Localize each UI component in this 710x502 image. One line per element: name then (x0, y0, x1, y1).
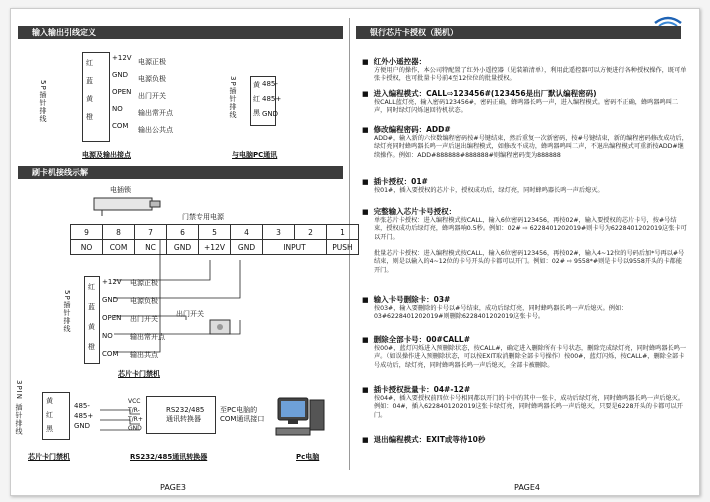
section-title-io-definition: 输入输出引线定义 (18, 26, 343, 39)
pin-description: 电源正极 (138, 58, 166, 66)
instruction-section (362, 124, 688, 160)
section-body: 方便用户的操作，本公司特配置了红外小遥控器（见装箱清单），利用此遥控器可以方便进行各种授权操作，既可单张卡授权，也可批量卡号前4至12位位的批量授权。 (374, 67, 687, 83)
pin-name: GND (112, 71, 129, 79)
terminal-number: 6 (167, 225, 199, 240)
wiring-lines (100, 240, 340, 370)
converter-pin: T/R+ (128, 416, 143, 423)
instruction-section (362, 88, 688, 116)
pin-name: NO (112, 105, 123, 113)
terminal-number: 9 (71, 225, 103, 240)
pin-name: GND (262, 110, 279, 118)
section-heading: ■ 红外小遥控器： (362, 56, 688, 67)
electric-lock-icon (92, 194, 162, 216)
instruction-section (362, 384, 688, 420)
instruction-section (362, 206, 688, 275)
wire-color-label: 红 (88, 283, 95, 291)
section-heading: ■ 删除全部卡号：00#CALL# (362, 334, 688, 345)
pin-name: OPEN (102, 314, 122, 322)
terminal-number: 1 (327, 225, 359, 240)
pin-name: COM (112, 122, 129, 130)
exit-switch-icon (208, 318, 232, 336)
exit-switch-label: 出门开关 (176, 310, 204, 318)
terminal-name: GND (231, 240, 263, 255)
wire-color-label: 黄 (86, 95, 93, 103)
terminal-number: 7 (135, 225, 167, 240)
wire-color-label: 黑 (253, 109, 260, 117)
wire-color-label: 黄 (88, 323, 95, 331)
section-heading: ■ 完整输入芯片卡号授权： (362, 206, 688, 217)
terminal-name: +12V (199, 240, 231, 255)
converter-caption: RS232/485通讯转换器 (130, 453, 208, 461)
lock-label: 电插锁 (110, 186, 131, 194)
pin-name: COM (102, 350, 119, 358)
pin-name: +12V (102, 278, 122, 286)
pin-name: NO (102, 332, 113, 340)
terminal-number: 5 (199, 225, 231, 240)
section-heading: ■ 输入卡号删除卡：03# (362, 294, 688, 305)
wire-color-label: 橙 (86, 113, 93, 121)
converter-pin: GND (128, 425, 142, 432)
chip-reader-label: 芯片卡门禁机 (118, 370, 160, 378)
instruction-section (362, 56, 688, 84)
converter-inner-label: RS232/485 通讯转换器 (166, 406, 205, 423)
terminal-name: COM (103, 240, 135, 255)
psu-label: 门禁专用电源 (182, 213, 224, 221)
pin-description: 电源负极 (138, 75, 166, 83)
wire-color-label: 蓝 (88, 303, 95, 311)
pin-name: +12V (112, 54, 132, 62)
instruction-section (362, 176, 688, 195)
terminal-name: NC (135, 240, 167, 255)
cable5p-label: 5P插针排线 (39, 80, 47, 123)
terminal-name: INPUT (263, 240, 327, 255)
pin-description: 电源正极 (130, 279, 158, 287)
converter-pin: VCC (128, 398, 141, 405)
pin-description: 输出常开点 (130, 333, 165, 341)
terminal-number: 3 (263, 225, 295, 240)
bottom-reader-label: 芯片卡门禁机 (28, 453, 70, 461)
section-body: 按00#，蓝灯闪烁进入预删除状态，按CALL#，确定进入删除所有卡号状态，删除完成绿灯亮，同时蜂鸣器长鸣一声。（如误操作进入预删除状态，可以按EXIT取消删除全部卡号操作）按00#，蓝灯闪烁，按CALL#，删除全部卡号成功后，绿灯亮，同时蜂鸣器长鸣一声后熄灭，全部卡被删除。 (374, 345, 687, 369)
section-heading: ■ 进入编程模式：CALL⇨123456#(123456是出厂默认编程密码) (362, 88, 688, 99)
section-body: 单张芯片卡授权：进入编程模式按CALL，输入6位密码123456，再按02#，输入要授权的芯片卡号，按#号结束，授权成功后绿灯亮，蜂鸣器响0.5秒。例如：02# ⇨ 6228401202019#则卡号为6228401202019这张卡可以开门。 批量芯片卡授权：进入编程模式按CALL，输入6位密码123456，再按02#，输入4~12位的号码后加*号再以#号结束，则是以输入的4~12位的卡号开头的卡都可以开门。例如：02# ⇨ 9558*#则是卡号以9558开头的卡都能开门。 (374, 217, 687, 274)
pin-name: 485+ (74, 412, 94, 420)
terminal-name: PUSH (327, 240, 359, 255)
section-body: 按04#，插入要授权前四位卡号相同都以开门的卡中的其中一张卡，成功后绿灯亮，同时蜂鸣器长鸣一声后熄灭。例如：04#，插入6228401202019这张卡绿灯亮，同时蜂鸣器长鸣一声后熄灭，只要是6228开头的卡都可以开门。 (374, 395, 685, 419)
section-heading: ■ 修改编程密码：ADD# (362, 124, 688, 135)
terminal-number: 4 (231, 225, 263, 240)
pc-computer-icon (274, 396, 332, 442)
page-number-left: PAGE3 (160, 483, 186, 492)
caption-power-output: 电源及输出接点 (82, 151, 131, 159)
pin-name: 485+ (262, 95, 282, 103)
pin-name: 485- (74, 402, 90, 410)
pc-caption: Pc电脑 (296, 453, 320, 461)
section-body: 按03#，输入要删除的卡号以#号结束，成功后绿灯亮，同时蜂鸣器长鸣一声后熄灭。例如：03#6228401202019#则删除6228401202019这张卡号。 (374, 305, 628, 321)
section-body: 按01#，插入要授权的芯片卡，授权成功后，绿灯亮，同时蜂鸣器长鸣一声后熄灭。 (374, 187, 604, 194)
terminal-number: 8 (103, 225, 135, 240)
pin-name: OPEN (112, 88, 132, 96)
cable5p-diagram-label: 5P插针排线 (63, 290, 71, 333)
wire-color-label: 红 (86, 59, 93, 67)
wire-color-label: 橙 (88, 343, 95, 351)
section-title-bank-card: 银行芯片卡授权（脱机） (356, 26, 681, 39)
wire-color-label: 黄 (46, 397, 53, 405)
section-heading: ■ 插卡授权批量卡：04#-12# (362, 384, 688, 395)
pin-name: 485- (262, 80, 278, 88)
pin-description: 输出共点 (130, 351, 158, 359)
section-heading: ■ 插卡授权：01# (362, 176, 688, 187)
section-title-wiring: 刷卡机接线示解 (18, 166, 343, 179)
pin-description: 电源负极 (130, 297, 158, 305)
pin-description: 输出公共点 (138, 126, 173, 134)
terminal-name: NO (71, 240, 103, 255)
instruction-section (362, 294, 688, 322)
pin-name: GND (102, 296, 119, 304)
pin-description: 输出常开点 (138, 109, 173, 117)
cable3p-label: 3P插针排线 (229, 76, 237, 119)
wire-color-label: 黑 (46, 425, 53, 433)
converter-pin: T/R- (128, 407, 140, 414)
wire-color-label: 蓝 (86, 77, 93, 85)
terminal-number: 2 (295, 225, 327, 240)
instruction-section (362, 434, 688, 445)
section-body: ADD#，输入新的六位数编程密码按#号键结束，然后重复一次新密码，按#号键结束，新的编程密码修改成功后，绿灯亮同时蜂鸣器长鸣一声后退出编程模式，如修改不成功，蜂鸣器鸣叫二声，不退出编程模式可重新按ADD#继续操作。例如：ADD#888888#888888#则编程密码变为888888 (374, 135, 688, 159)
section-heading: ■ 退出编程模式：EXIT或等待10秒 (362, 434, 688, 445)
page-number-right: PAGE4 (514, 483, 540, 492)
wire-color-label: 黄 (253, 81, 260, 89)
pin-name: GND (74, 422, 91, 430)
terminal-name: GND (167, 240, 199, 255)
pin-description: 出门开关 (130, 315, 158, 323)
caption-pc-comm: 与电脑PC通讯 (232, 151, 278, 159)
pin-description: 出门开关 (138, 92, 166, 100)
wire-color-label: 红 (46, 411, 53, 419)
section-body: 按CALL蓝灯亮，输入密码123456#，密码正确，蜂鸣器长鸣一声，进入编程模式。密码不正确，蜂鸣器鸣叫二声，同时绿灯闪烁退回待机状态。 (374, 99, 679, 115)
pc-port-label: 至PC电脑的 COM通讯接口 (220, 406, 265, 423)
instruction-section (362, 334, 688, 370)
bottom-cable-label: 3PIN 插针排线 (15, 380, 23, 436)
wire-color-label: 红 (253, 95, 260, 103)
